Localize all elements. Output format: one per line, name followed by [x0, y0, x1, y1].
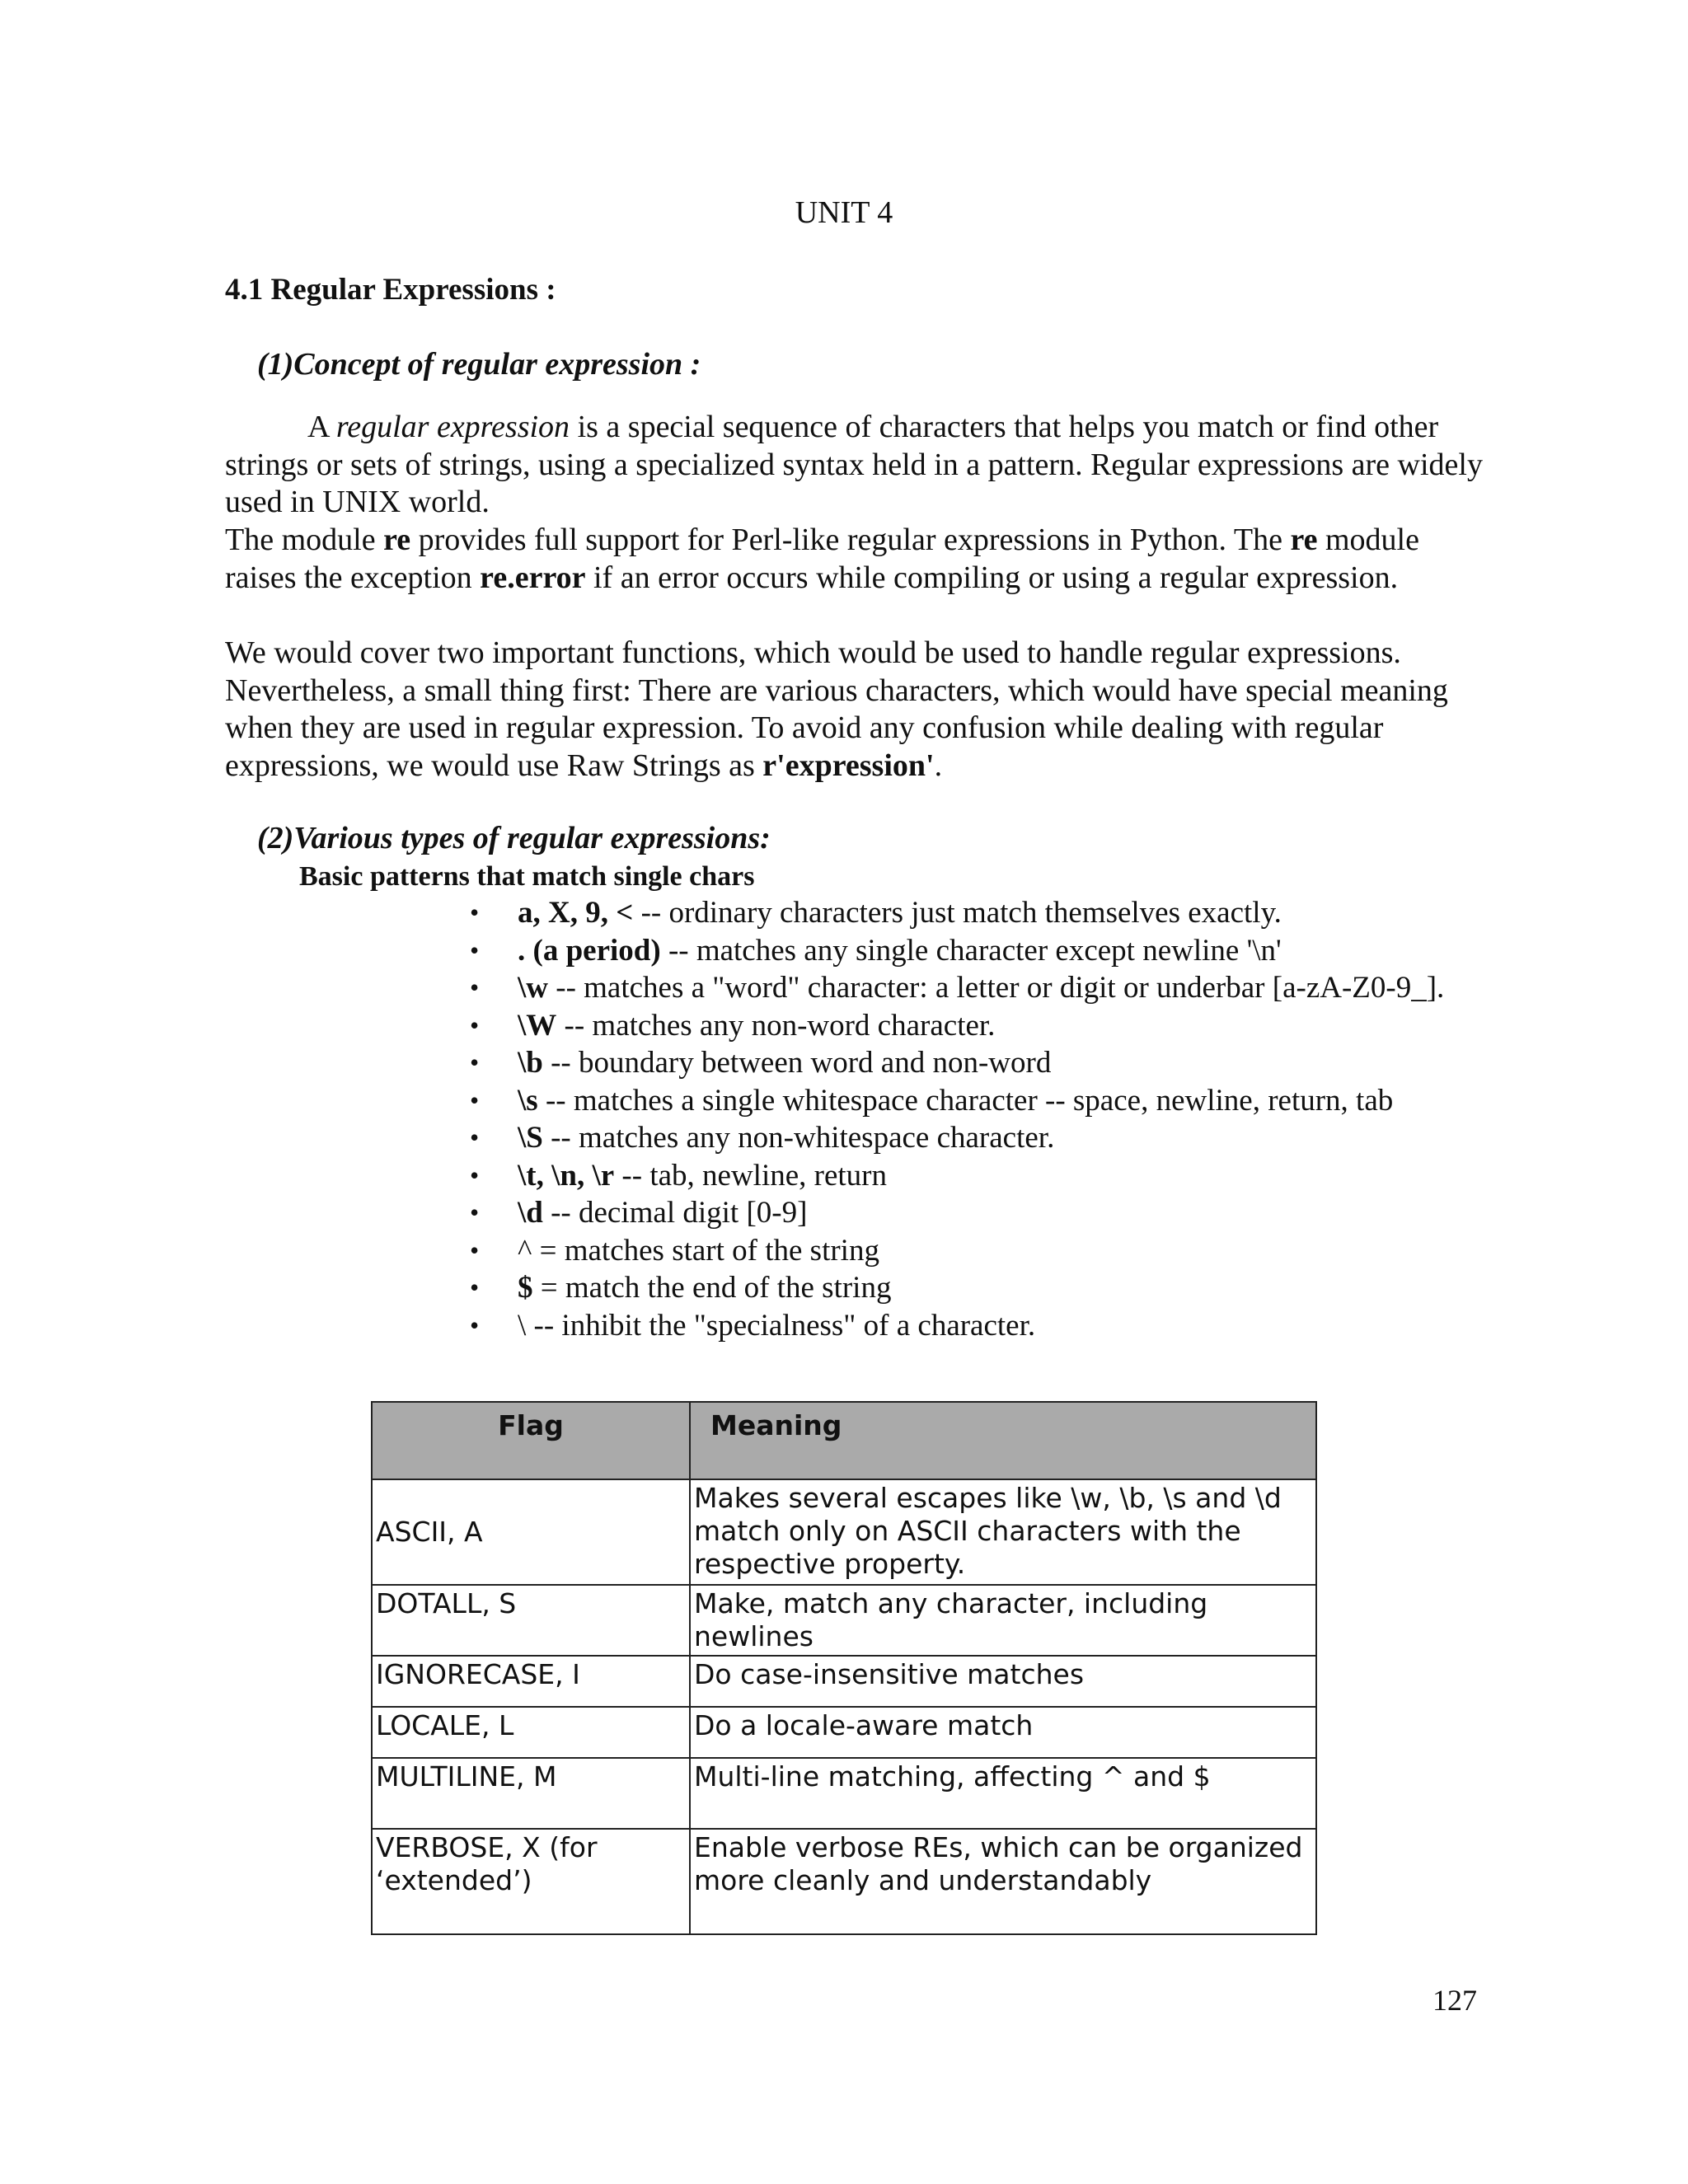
pattern-token: \b: [518, 1046, 543, 1080]
para3-end: .: [934, 748, 943, 783]
section-title: 4.1 Regular Expressions :: [225, 273, 556, 307]
pattern-description: -- matches a single whitespace character -- space, newline, return, tab: [537, 1083, 1394, 1118]
para2-bold-re-2: re: [1290, 523, 1318, 557]
flag-cell: MULTILINE, M: [372, 1758, 690, 1829]
meaning-cell: Multi-line matching, affecting ^ and $: [690, 1758, 1316, 1829]
pattern-description: -- tab, newline, return: [614, 1158, 887, 1193]
meaning-column-header: Meaning: [690, 1402, 1316, 1479]
pattern-token: \w: [518, 971, 548, 1005]
pattern-description: -- matches any non-whitespace character.: [542, 1121, 1055, 1155]
list-item: [518, 1007, 1465, 1045]
table-row: [372, 1707, 1316, 1758]
pattern-description: -- matches any non-word character.: [556, 1008, 996, 1043]
table-row: [372, 1829, 1316, 1934]
pattern-token: \S: [518, 1121, 543, 1155]
para2-text-4: if an error occurs while compiling or using a regular expression.: [585, 560, 1399, 595]
pattern-token: $: [518, 1271, 533, 1305]
pattern-token: . (a period): [518, 933, 661, 968]
pattern-description: = match the end of the string: [532, 1271, 892, 1305]
paragraph-re-module: [225, 522, 1486, 597]
list-item: [518, 1157, 1465, 1195]
pattern-description: -- decimal digit [0-9]: [542, 1196, 808, 1230]
para1-rest: is a special sequence of characters that helps you match or find other strings or sets of strings, using a specialized syntax held in a pattern. Regular expressions are widely used in UNIX world.: [225, 410, 1483, 519]
pattern-token: \t, \n, \r: [518, 1158, 615, 1193]
meaning-cell: Enable verbose REs, which can be organized more cleanly and understandably: [690, 1829, 1316, 1934]
para2-bold-re-error: re.error: [480, 560, 586, 595]
table-header-row: [372, 1402, 1316, 1479]
list-item: [518, 1232, 1465, 1270]
table-row: [372, 1585, 1316, 1656]
flag-cell: ASCII, A: [372, 1479, 690, 1585]
para2-text-3: module raises the exception: [225, 523, 1419, 595]
page-number: 127: [1432, 1984, 1477, 2017]
list-item: [518, 1194, 1465, 1232]
meaning-cell: Make, match any character, including newlines: [690, 1585, 1316, 1656]
para2-bold-re: re: [383, 523, 411, 557]
flag-cell: LOCALE, L: [372, 1707, 690, 1758]
pattern-description: ^ = matches start of the string: [518, 1233, 879, 1268]
para3-bold-raw-string: r'expression': [762, 748, 935, 783]
table-row: [372, 1758, 1316, 1829]
types-heading: (2)Various types of regular expressions:: [257, 821, 771, 855]
pattern-token: \s: [518, 1083, 538, 1118]
list-item: [518, 932, 1465, 970]
para1-term: regular expression: [335, 410, 570, 444]
pattern-description: -- matches any single character except newline '\n': [660, 933, 1282, 968]
table-row: [372, 1479, 1316, 1585]
meaning-cell: Do a locale-aware match: [690, 1707, 1316, 1758]
basic-patterns-heading: Basic patterns that match single chars: [299, 861, 755, 892]
paragraph-concept: [225, 409, 1486, 522]
para3-text: We would cover two important functions, which would be used to handle regular expressions. Nevertheless, a small thing first: There are various characters, which would have special meaning when they are used in regular expression. To avoid any confusion while dealing with regular expressions, we would use Raw Strings as: [225, 635, 1448, 783]
para1-lead: A: [307, 410, 336, 444]
flag-cell: DOTALL, S: [372, 1585, 690, 1656]
para2-text-2: provides full support for Perl-like regular expressions in Python. The: [410, 523, 1291, 557]
list-item: [518, 894, 1465, 932]
meaning-cell: Do case-insensitive matches: [690, 1656, 1316, 1707]
flag-column-header: Flag: [372, 1402, 690, 1479]
paragraph-raw-strings: [225, 635, 1486, 785]
pattern-description: -- matches a "word" character: a letter or digit or underbar [a-zA-Z0-9_].: [548, 971, 1445, 1005]
list-item: [518, 1307, 1465, 1345]
pattern-token: \W: [518, 1008, 557, 1043]
list-item: [518, 1269, 1465, 1307]
concept-heading: (1)Concept of regular expression :: [257, 347, 701, 382]
list-item: [518, 969, 1465, 1007]
pattern-token: a, X, 9, <: [518, 896, 634, 930]
list-item: [518, 1082, 1465, 1120]
flags-table: [371, 1401, 1317, 1935]
pattern-description: \ -- inhibit the "specialness" of a character.: [518, 1308, 1036, 1343]
unit-title: UNIT 4: [795, 195, 893, 230]
meaning-cell: Makes several escapes like \w, \b, \s and \d match only on ASCII characters with the respective property.: [690, 1479, 1316, 1585]
flag-cell: IGNORECASE, I: [372, 1656, 690, 1707]
flag-cell: VERBOSE, X (for ‘extended’): [372, 1829, 690, 1934]
list-item: [518, 1119, 1465, 1157]
pattern-description: -- ordinary characters just match themselves exactly.: [633, 896, 1282, 930]
para2-text-1: The module: [225, 523, 384, 557]
table-row: [372, 1656, 1316, 1707]
pattern-list: [518, 894, 1465, 1344]
pattern-description: -- boundary between word and non-word: [542, 1046, 1052, 1080]
pattern-token: \d: [518, 1196, 543, 1230]
list-item: [518, 1044, 1465, 1082]
